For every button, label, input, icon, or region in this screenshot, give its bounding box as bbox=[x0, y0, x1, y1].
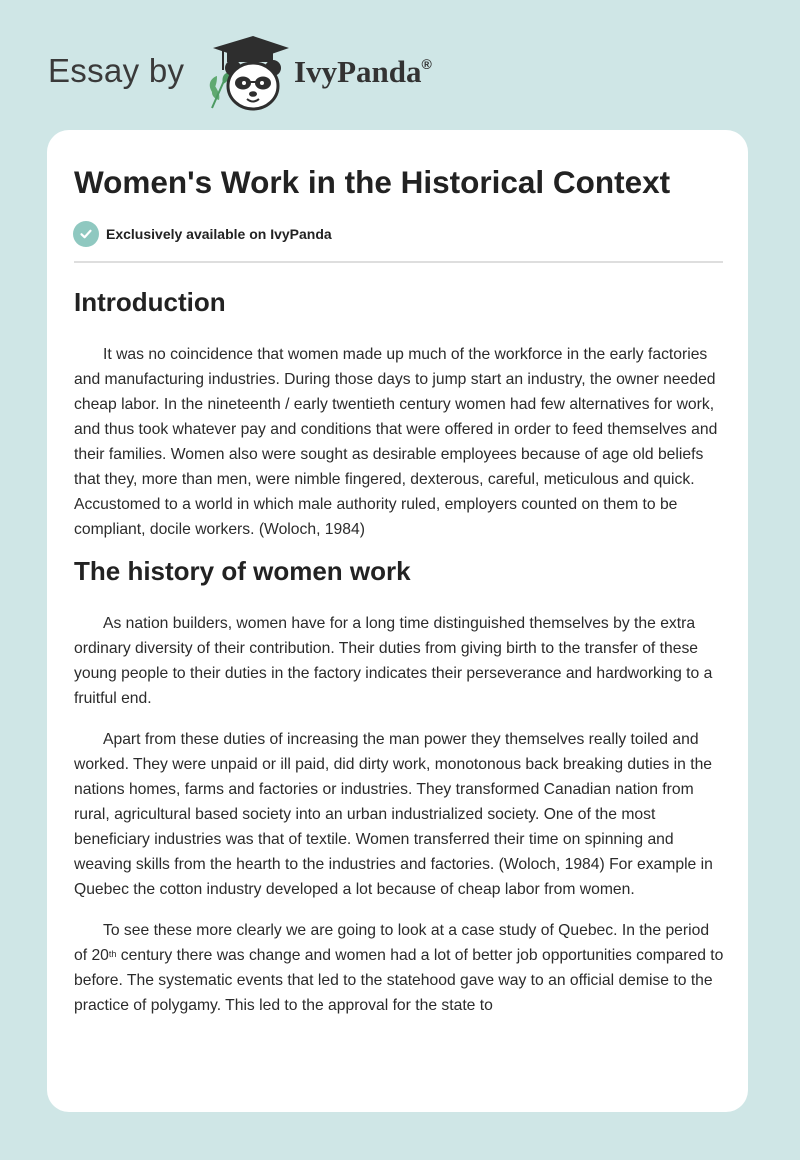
registered-mark: ® bbox=[421, 56, 432, 72]
page-title: Women's Work in the Historical Context bbox=[74, 164, 671, 200]
paragraph: It was no coincidence that women made up much of the workforce in the early factories and manufacturing industries. During those days to jump start an industry, the owner needed cheap labor. In the nineteenth / early twentieth century women had few alternatives for work, and thus took whatever pay and conditions that were offered in order to feed themselves and their families. Women also were sought as desirable employees because of age old beliefs that they, more than men, were nimble fingered, dexterous, careful, meticulous and quick. Accustomed to a world in which male authority ruled, employers counted on them to be compliant, docile workers. (Woloch, 1984) bbox=[74, 345, 718, 538]
paragraph: To see these more clearly we are going to look at a case study of Quebec. In the period of 20th century there was change and women had a lot of better job opportunities compared to before. The systematic events that led to the statehood gave way to an official demise to the practice of polygamy. This led to the approval for the state to bbox=[74, 921, 724, 1014]
site-header bbox=[48, 34, 508, 112]
section-heading-introduction: Introduction bbox=[74, 287, 226, 317]
panda-graduate-icon[interactable] bbox=[203, 34, 291, 112]
badge-label: Exclusively available on IvyPanda bbox=[106, 226, 332, 242]
brand-name[interactable]: IvyPanda® bbox=[294, 54, 432, 89]
paragraph: As nation builders, women have for a long time distinguished themselves by the extra ordinary diversity of their contribution. Their duties from giving birth to the transfer of these young people to their duties in the factory indicates their perseverance and hardworking to a fruitful end. bbox=[74, 614, 713, 707]
exclusive-badge bbox=[73, 221, 332, 247]
essay-body bbox=[74, 278, 726, 1018]
essay-by-label: Essay by bbox=[48, 52, 185, 89]
check-circle-icon bbox=[73, 221, 99, 247]
paragraph: Apart from these duties of increasing the man power they themselves really toiled and worked. They were unpaid or ill paid, did dirty work, monotonous back breaking duties in the nations homes, farms and factories or industries. They transformed Canadian nation from rural, agricultural based society into an urban industrialized society. One of the most beneficiary industries was that of textile. Women transferred their time on spinning and weaving skills from the hearth to the industries and factories. (Woloch, 1984) For example in Quebec the cotton industry developed a lot because of cheap labor from women. bbox=[74, 730, 713, 898]
section-heading-history: The history of women work bbox=[74, 555, 411, 586]
divider bbox=[74, 261, 723, 263]
essay-card bbox=[47, 130, 748, 1112]
